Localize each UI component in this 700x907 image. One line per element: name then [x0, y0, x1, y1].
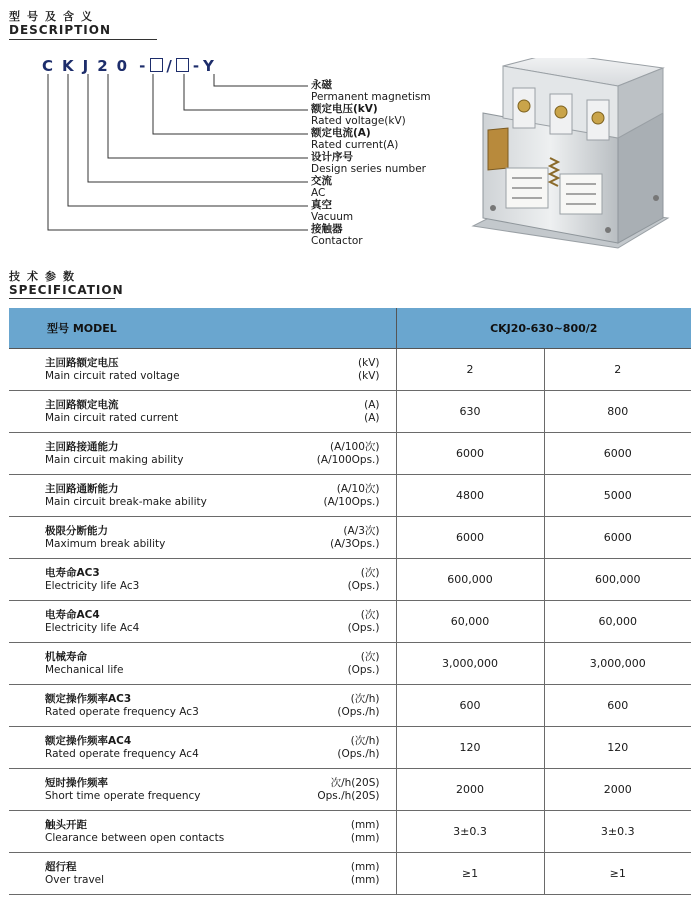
- code-dash-1: -: [139, 57, 147, 75]
- row-value-1: 2: [396, 349, 544, 391]
- row-value-1: ≥1: [396, 853, 544, 895]
- row-unit-en: (Ops.): [347, 663, 380, 676]
- leader-line-design-series: [108, 74, 308, 158]
- row-value-2: 600: [544, 685, 691, 727]
- row-unit-cn: (次): [360, 566, 380, 579]
- row-label-cn: 电寿命AC4: [45, 608, 100, 621]
- row-unit-cn: (A): [364, 398, 380, 411]
- code-dash-2: -: [192, 57, 201, 75]
- desc-label-contactor-en: Contactor: [311, 235, 363, 247]
- row-value-2: 2: [544, 349, 691, 391]
- row-value-1: 3±0.3: [396, 811, 544, 853]
- row-label-en: Main circuit rated current: [45, 411, 179, 424]
- row-label-cn: 主回路通断能力: [45, 482, 119, 495]
- table-row: [9, 643, 691, 685]
- desc-label-design-cn: 设计序号: [311, 151, 353, 163]
- row-unit-en: (A): [364, 411, 380, 424]
- row-label-cn: 主回路额定电流: [45, 398, 119, 411]
- row-value-2: 3,000,000: [544, 643, 691, 685]
- row-value-1: 2000: [396, 769, 544, 811]
- leader-line-rated-current: [153, 74, 308, 134]
- row-label-en: Main circuit break-make ability: [45, 495, 207, 508]
- row-unit-cn: (mm): [350, 860, 380, 873]
- row-unit-en: (Ops./h): [337, 705, 380, 718]
- table-row: [9, 769, 691, 811]
- row-unit-en: (Ops.): [347, 621, 380, 634]
- row-label-en: Electricity life Ac3: [45, 579, 140, 592]
- contactor-product-photo: [468, 58, 673, 253]
- row-label-cn: 电寿命AC3: [45, 566, 100, 579]
- desc-label-ac-cn: 交流: [311, 175, 332, 187]
- row-value-2: 60,000: [544, 601, 691, 643]
- table-row: [9, 811, 691, 853]
- row-label-cn: 机械寿命: [45, 650, 87, 663]
- table-row: [9, 559, 691, 601]
- table-row: [9, 517, 691, 559]
- row-label-en: Over travel: [45, 873, 105, 886]
- row-unit-cn: (次/h): [350, 734, 380, 747]
- row-unit-en: (kV): [358, 369, 380, 382]
- row-unit-en: Ops./h(20S): [317, 789, 380, 802]
- desc-label-design-en: Design series number: [311, 163, 427, 175]
- table-row: [9, 391, 691, 433]
- desc-label-permanent-cn: 永磁: [311, 79, 332, 91]
- row-label-cn: 超行程: [45, 860, 77, 873]
- row-value-1: 600: [396, 685, 544, 727]
- code-prefix: CKJ20: [42, 57, 137, 75]
- desc-label-current-cn: 额定电流(A): [311, 127, 371, 139]
- row-unit-cn: (A/10次): [336, 482, 380, 495]
- row-value-2: 2000: [544, 769, 691, 811]
- row-label-cn: 额定操作频率AC3: [45, 692, 132, 705]
- row-value-2: 120: [544, 727, 691, 769]
- desc-label-voltage-en: Rated voltage(kV): [311, 115, 406, 127]
- row-value-1: 4800: [396, 475, 544, 517]
- row-value-1: 3,000,000: [396, 643, 544, 685]
- row-unit-cn: (mm): [350, 818, 380, 831]
- row-value-1: 60,000: [396, 601, 544, 643]
- row-unit-en: (A/10Ops.): [323, 495, 380, 508]
- leader-line-contactor: [48, 74, 308, 230]
- desc-label-contactor-cn: 接触器: [311, 223, 343, 235]
- row-unit-cn: (kV): [358, 356, 380, 369]
- row-value-1: 630: [396, 391, 544, 433]
- leader-line-permanent-magnetism: [214, 74, 308, 86]
- row-unit-en: (mm): [350, 873, 380, 886]
- table-row: [9, 433, 691, 475]
- row-value-1: 600,000: [396, 559, 544, 601]
- row-unit-en: (A/3Ops.): [330, 537, 380, 550]
- row-unit-cn: (A/3次): [343, 524, 380, 537]
- row-unit-cn: (A/100次): [330, 440, 380, 453]
- row-label-en: Maximum break ability: [45, 537, 166, 550]
- row-unit-cn: (次/h): [350, 692, 380, 705]
- row-label-cn: 短时操作频率: [45, 776, 108, 789]
- desc-label-vacuum-en: Vacuum: [311, 211, 354, 223]
- row-label-cn: 极限分断能力: [45, 524, 108, 537]
- description-heading-en: DESCRIPTION: [9, 23, 112, 37]
- code-slash: /: [166, 57, 173, 75]
- row-label-en: Electricity life Ac4: [45, 621, 140, 634]
- row-label-cn: 主回路接通能力: [45, 440, 119, 453]
- row-label-en: Main circuit making ability: [45, 453, 184, 466]
- row-unit-cn: (次): [360, 608, 380, 621]
- row-value-2: 3±0.3: [544, 811, 691, 853]
- row-label-en: Mechanical life: [45, 663, 124, 676]
- desc-label-permanent-en: Permanent magnetism: [311, 91, 431, 103]
- desc-label-current-en: Rated current(A): [311, 139, 399, 151]
- table-row: [9, 853, 691, 895]
- row-value-2: 600,000: [544, 559, 691, 601]
- row-label-en: Rated operate frequency Ac4: [45, 747, 199, 760]
- table-row: [9, 601, 691, 643]
- description-leader-lines: [0, 0, 320, 250]
- row-label-en: Short time operate frequency: [45, 789, 201, 802]
- row-label-cn: 额定操作频率AC4: [45, 734, 132, 747]
- specification-table: [9, 308, 691, 895]
- leader-line-ac: [88, 74, 308, 182]
- description-heading-cn: 型号及含义: [9, 10, 99, 23]
- row-unit-cn: 次/h(20S): [330, 776, 380, 789]
- specification-heading-cn: 技术参数: [9, 270, 81, 283]
- row-value-1: 120: [396, 727, 544, 769]
- row-label-cn: 触头开距: [45, 818, 87, 831]
- row-unit-cn: (次): [360, 650, 380, 663]
- table-header-model-value: CKJ20-630~800/2: [396, 308, 691, 349]
- row-value-2: 6000: [544, 517, 691, 559]
- specification-heading-underline: [9, 298, 115, 299]
- table-row: [9, 727, 691, 769]
- code-suffix: Y: [203, 57, 215, 75]
- row-label-cn: 主回路额定电压: [45, 356, 119, 369]
- desc-label-vacuum-cn: 真空: [311, 199, 332, 211]
- row-value-1: 6000: [396, 517, 544, 559]
- row-unit-en: (Ops.): [347, 579, 380, 592]
- row-label-en: Clearance between open contacts: [45, 831, 225, 844]
- table-row: [9, 475, 691, 517]
- row-value-2: 800: [544, 391, 691, 433]
- row-label-en: Main circuit rated voltage: [45, 369, 180, 382]
- table-header-row: [9, 308, 691, 349]
- table-row: [9, 349, 691, 391]
- desc-label-ac-en: AC: [311, 187, 326, 199]
- row-unit-en: (mm): [350, 831, 380, 844]
- row-value-2: 5000: [544, 475, 691, 517]
- specification-heading-en: SPECIFICATION: [9, 283, 124, 297]
- row-value-2: ≥1: [544, 853, 691, 895]
- row-unit-en: (Ops./h): [337, 747, 380, 760]
- row-label-en: Rated operate frequency Ac3: [45, 705, 199, 718]
- leader-line-vacuum: [68, 74, 308, 206]
- table-row: [9, 685, 691, 727]
- row-value-2: 6000: [544, 433, 691, 475]
- table-header-model-label: 型号 MODEL: [9, 308, 396, 349]
- leader-line-rated-voltage: [184, 74, 308, 110]
- desc-label-voltage-cn: 额定电压(kV): [311, 103, 378, 115]
- row-value-1: 6000: [396, 433, 544, 475]
- row-unit-en: (A/100Ops.): [316, 453, 380, 466]
